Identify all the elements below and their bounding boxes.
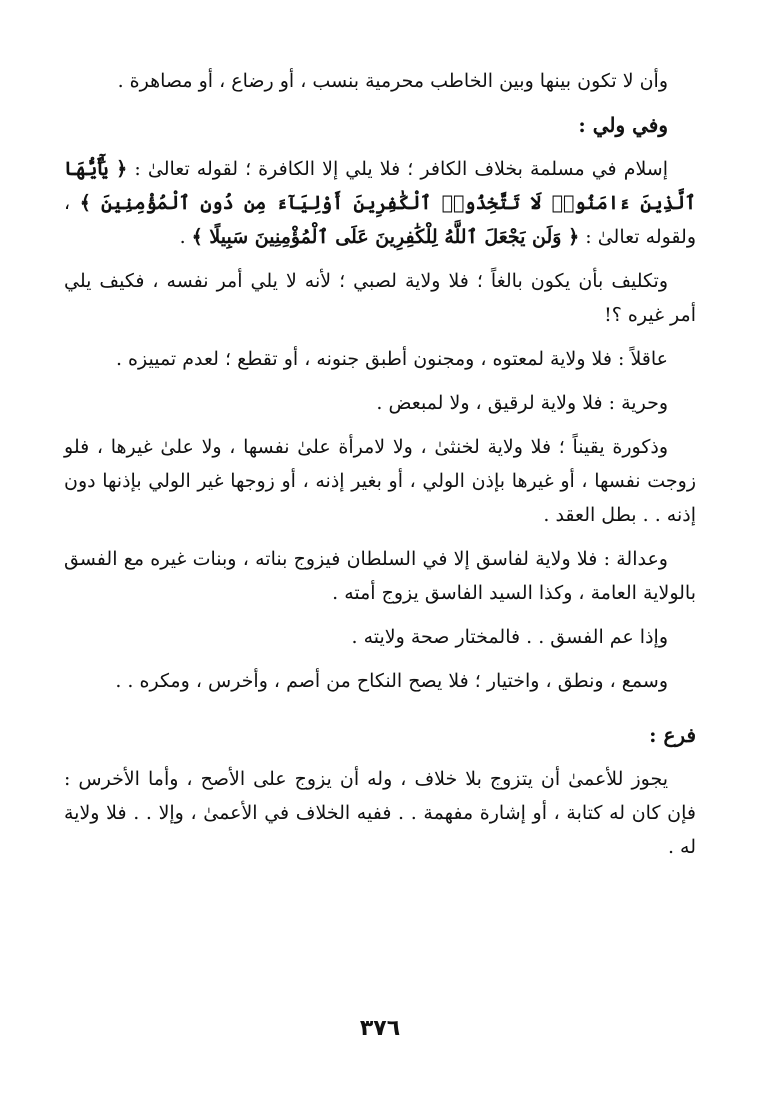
paragraph-taklif: وتكليف بأن يكون بالغاً ؛ فلا ولاية لصبي ؛ لأنه لا يلي أمر نفسه ، فكيف يلي أمر غيره ؟! [64, 270, 696, 326]
heading-wali: وفي ولي : [578, 113, 668, 137]
paragraph-sam: وسمع ، ونطق ، واختيار ؛ فلا يصح النكاح من أصم ، وأخرس ، ومكره . . [115, 670, 668, 692]
paragraph-islam [64, 152, 696, 254]
heading-far: فرع : [649, 723, 696, 747]
paragraph-fisq: وإذا عم الفسق . . فالمختار صحة ولايته . [351, 626, 668, 648]
quran-verse-2: ﴿ وَلَن يَجْعَلَ ٱللَّهُ لِلْكَٰفِرِينَ عَلَى ٱلْمُؤْمِنِينَ سَبِيلًا ﴾ [191, 226, 580, 248]
paragraph-islam-text: إسلام في مسلمة بخلاف الكافر ؛ فلا يلي إلا الكافرة ؛ لقوله تعالىٰ : [134, 158, 668, 180]
paragraph-mahramiyya: وأن لا تكون بينها وبين الخاطب محرمية بنسب ، أو رضاع ، أو مصاهرة . [117, 70, 668, 92]
paragraph-islam-end: . [179, 226, 186, 248]
paragraph-hurriyya: وحرية : فلا ولاية لرقيق ، ولا لمبعض . [376, 392, 668, 414]
paragraph-adala: وعدالة : فلا ولاية لفاسق إلا في السلطان فيزوج بناته ، وبنات غيره مع الفسق بالولاية العامة ، وكذا السيد الفاسق يزوج أمته . [64, 548, 696, 604]
paragraph-islam-text-2: ، ولقوله تعالىٰ : [64, 192, 696, 248]
paragraph-dhukura: وذكورة يقيناً ؛ فلا ولاية لخنثىٰ ، ولا لامرأة علىٰ نفسها ، ولا علىٰ غيرها ، فلو زوجت نفسها ، أو غيرها بإذن الولي ، أو بغير إذنه ، أو زوجها غير الولي بإذنها دون إذنه . . بطل العقد . [64, 436, 696, 526]
paragraph-aqil: عاقلاً : فلا ولاية لمعتوه ، ومجنون أطبق جنونه ، أو تقطع ؛ لعدم تمييزه . [115, 348, 668, 370]
paragraph-ama: يجوز للأعمىٰ أن يتزوج بلا خلاف ، وله أن يزوج على الأصح ، وأما الأخرس : فإن كان له كتابة ، أو إشارة مفهمة . . ففيه الخلاف في الأعمىٰ ، وإلا . . فلا ولاية له . [64, 768, 696, 858]
page-number: ٣٧٦ [359, 1016, 401, 1041]
page-body [64, 64, 696, 864]
quran-verse-1: ﴿ يَٰٓأَيُّهَا ٱلَّذِينَ ءَامَنُوا۟ لَا تَتَّخِذُوا۟ ٱلْكَٰفِرِينَ أَوْلِيَآءَ مِن دُونِ ٱلْمُؤْمِنِينَ ﴾ [64, 158, 696, 214]
